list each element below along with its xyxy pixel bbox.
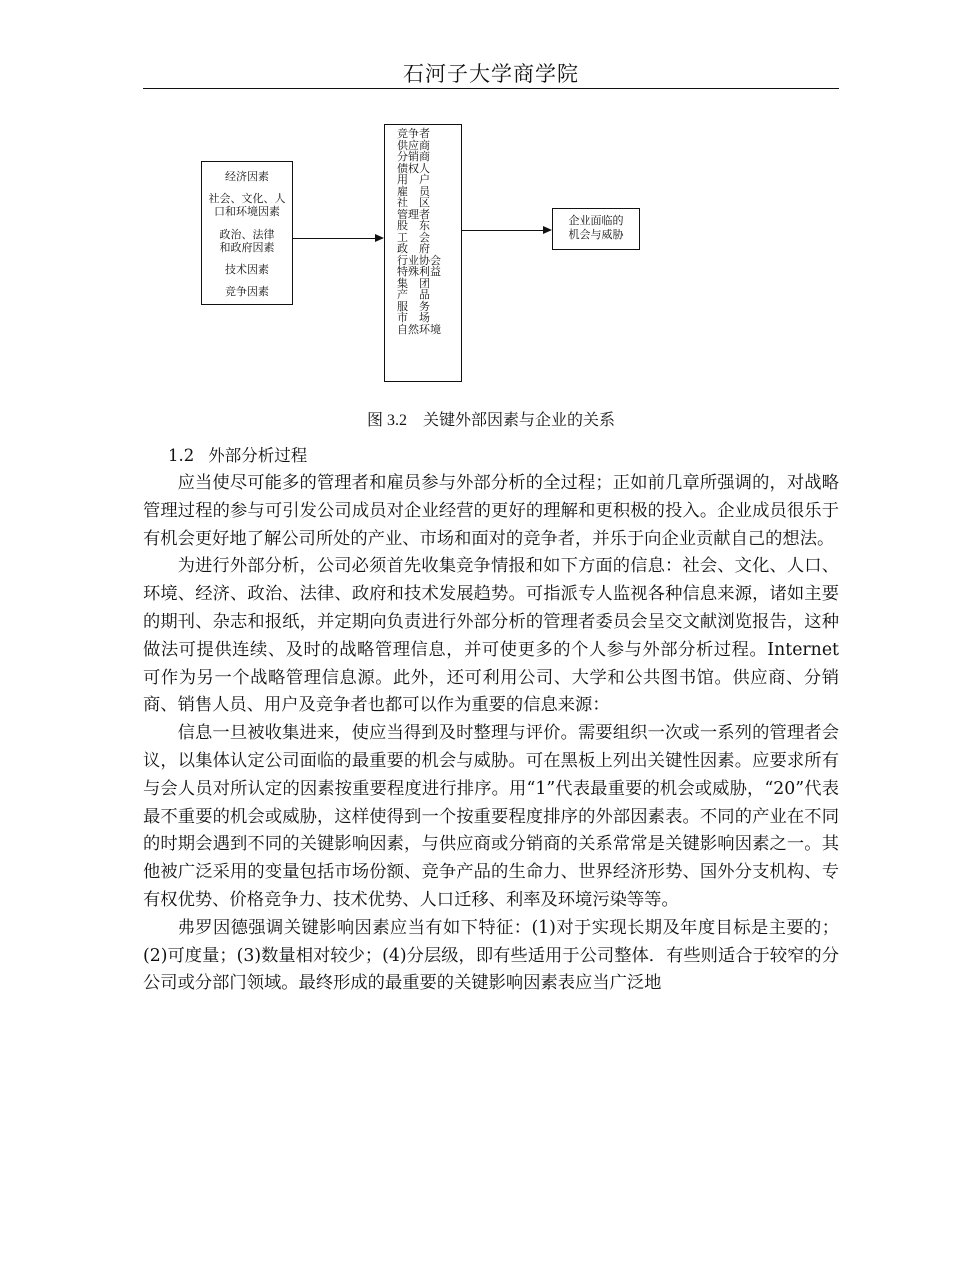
body-text xyxy=(143,470,839,998)
stakeholder-item: 竞争者 xyxy=(397,127,430,140)
factor-political xyxy=(202,228,292,254)
stakeholder-item: 行业协会 xyxy=(397,253,441,267)
stakeholder-item: 管理者 xyxy=(397,207,430,221)
paragraph: 应当使尽可能多的管理者和雇员参与外部分析的全过程；正如前几章所强调的，对战略管理过程的参与可引发公司成员对企业经营的更好的理解和更积极的投入。企业成员很乐于有机会更好地了解公司所处的产业、市场和面对的竞争者，并乐于向企业贡献自己的想法。 xyxy=(143,473,839,549)
factor-social-label: 社会、文化、人 口和环境因素 xyxy=(208,192,286,219)
stakeholder-item: 集 团 xyxy=(397,276,430,290)
section-heading xyxy=(168,442,307,466)
factor-competition: 竞争因素 xyxy=(225,285,269,299)
stakeholder-item: 自然环境 xyxy=(397,322,441,336)
arrow-left-icon xyxy=(375,234,384,242)
stakeholder-item: 分销商 xyxy=(397,150,430,163)
paragraph: 弗罗因德强调关键影响因素应当有如下特征：(1)对于实现长期及年度目标是主要的；(2)可度量；(3)数量相对较少；(4)分层级，即有些适用于公司整体．有些则适合于较窄的分公司或分部门领域。最终形成的最重要的关键影响因素表应当广泛地 xyxy=(143,917,839,994)
page-header: 石河子大学商学院 xyxy=(403,62,579,86)
stakeholder-item: 债权人 xyxy=(397,161,430,175)
connector-right xyxy=(462,230,543,231)
header-rule xyxy=(143,88,839,89)
opportunities-threats-box xyxy=(552,208,640,250)
stakeholder-item: 特殊利益 xyxy=(397,265,441,278)
figure-caption xyxy=(143,407,839,430)
section-title: 外部分析过程 xyxy=(208,446,308,465)
arrow-right-icon xyxy=(543,226,552,234)
stakeholder-item: 社 区 xyxy=(397,196,430,209)
paragraph: 为进行外部分析，公司必须首先收集竞争情报和如下方面的信息：社会、文化、人口、环境、经济、政治、法律、政府和技术发展趋势。可指派专人监视各种信息来源，诸如主要的期刊、杂志和报纸，并定期向负责进行外部分析的管理者委员会呈交文献浏览报告，这种做法可提供连续、及时的战略管理信息，并可使更多的个人参与外部分析过程。Internet 可作为另一个战略管理信息源。此外，还可利用公司、大学和公共图书馆。供应商、分销商、销售人员、用户及竞争者也都可以作为重要的信息来源： xyxy=(143,556,839,716)
stakeholders-list xyxy=(385,125,461,335)
stakeholder-item: 服 务 xyxy=(397,299,430,313)
factor-economic: 经济因素 xyxy=(225,170,269,183)
factor-political-label: 政治、法律 和政府因素 xyxy=(219,227,275,254)
factor-technology: 技术因素 xyxy=(225,262,269,276)
factor-social xyxy=(202,192,292,218)
stakeholder-item: 用 户 xyxy=(397,173,430,186)
section-number: 1.2 xyxy=(168,446,195,465)
stakeholder-item: 工 会 xyxy=(397,230,430,244)
figure-caption-number: 图 3.2 xyxy=(366,412,407,429)
stakeholders-box xyxy=(384,124,462,382)
paragraph: 信息一旦被收集进来，使应当得到及时整理与评价。需要组织一次或一系列的管理者会议，以集体认定公司面临的最重要的机会与威胁。可在黑板上列出关键性因素。应要求所有与会人员对所认定的因素按重要程度进行排序。用“1”代表最重要的机会或威胁，“20”代表最不重要的机会或威胁，这样使得到一个按重要程度排序的外部因素表。不同的产业在不同的时期会遇到不同的关键影响因素，与供应商或分销商的关系常常是关键影响因素之一。其他被广泛采用的变量包括市场份额、竞争产品的生命力、世界经济形势、国外分支机构、专有权优势、价格竞争力、技术优势、人口迁移、利率及环境污染等等。 xyxy=(143,723,839,910)
stakeholder-item: 股 东 xyxy=(397,219,430,232)
stakeholder-item: 供应商 xyxy=(397,138,430,152)
opportunities-threats-label: 企业面临的 机会与威胁 xyxy=(568,214,624,241)
stakeholder-item: 政 府 xyxy=(397,242,430,255)
stakeholder-item: 雇 员 xyxy=(397,184,430,198)
stakeholder-item: 市 场 xyxy=(397,311,430,324)
external-factors-box xyxy=(201,161,293,305)
stakeholder-item: 产 品 xyxy=(397,288,430,301)
connector-left xyxy=(293,238,375,239)
figure-caption-text: 关键外部因素与企业的关系 xyxy=(423,410,616,429)
